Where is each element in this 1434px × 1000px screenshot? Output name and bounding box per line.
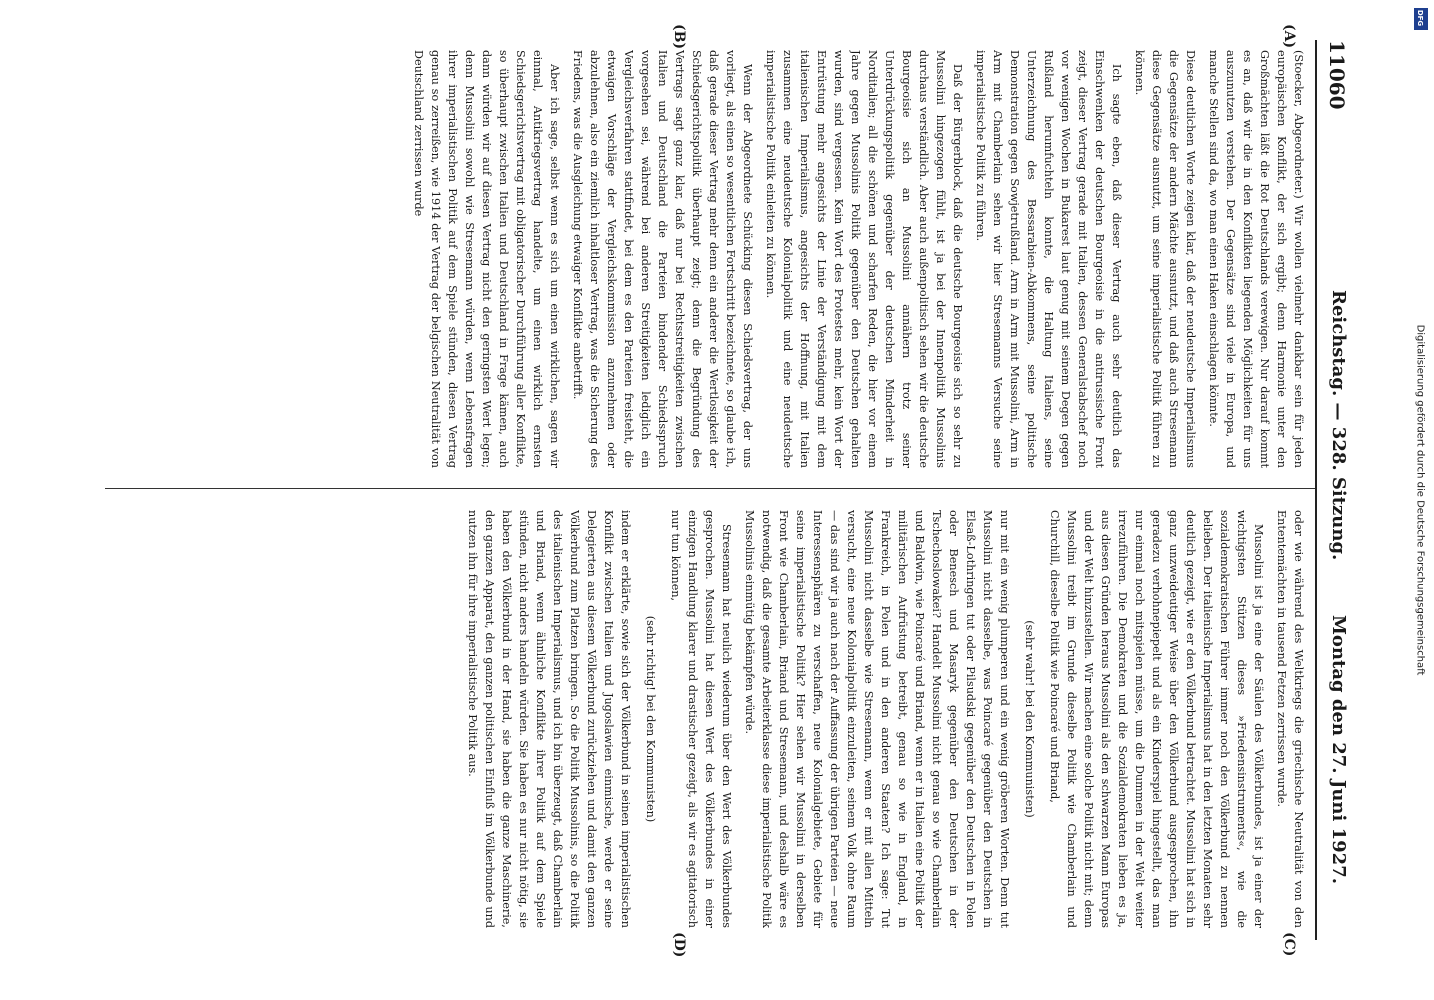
margin-marker-d: (D) bbox=[671, 932, 687, 958]
document-sheet bbox=[67, 24, 1367, 960]
paragraph: Stresemann hat neulich wiederum über den Wert des Völkerbundes gesprochen. Mussolini hat diesen Wert des Völkerbundes in einer einzigen Handlung klarer und drastischer gezeigt, als wir es agitatorisch nur tun können, bbox=[669, 510, 733, 928]
interjection: (sehr wahr! bei den Kommunisten) bbox=[1023, 620, 1036, 818]
header-date: Montag den 27. Juni 1927. bbox=[1328, 615, 1349, 884]
dfg-credit bbox=[1412, 6, 1428, 994]
left-column bbox=[107, 50, 1307, 468]
dfg-credit-text: Digitalisierung gefördert durch die Deutsche Forschungsgemeinschaft bbox=[1414, 324, 1426, 676]
paragraph: Ich sagte eben, daß dieser Vertrag auch sehr deutlich das Einschwenken der deutschen Bourgeoisie in die antirussische Front zeigt, dieser Vertrag gerade mit Italien, dessen Generalstabschef noch vor wenigen Wochen in Bukarest laut genug mit seinem Degen gegen Rußland herumfuchteln konnte, die Haltung Italiens, seine Unterzeichnung des Bessarabien-Abkommens, seine politische Demonstration gegen Sowjetrußland. Arm in Arm mit Mussolini, Arm in Arm mit Chamberlain sehen wir hier Stresemanns Versuche seine imperialistische Politik zu führen. bbox=[974, 50, 1123, 468]
margin-marker-b: (B) bbox=[671, 24, 687, 50]
margin-marker-c: (C) bbox=[1281, 932, 1297, 957]
paragraph: oder wie während des Weltkriegs die griechische Neutralität von den Ententemächten in tausend Fetzen zerrissen wurde. bbox=[1275, 510, 1305, 928]
header-session: Reichstag. — 328. Sitzung. bbox=[1328, 290, 1349, 561]
paragraph: Daß der Bürgerblock, daß die deutsche Bourgeoisie sich so sehr zu Mussolini hingezogen fühlt, ist ja bei der Innenpolitik Mussolinis durchaus verständlich. Aber auch außenpolitisch sehen wir die deutsche Bourgeoisie sich an Mussolini annähern trotz seiner Unterdrückungspolitik gegenüber der deutschen Minderheit in Norditalien; all die schönen und scharfen Reden, die hier vor einem Jahre gegen Mussolinis Politik gegenüber den Deutschen gehalten wurden, sind vergessen. Kein Wort des Protestes mehr, kein Wort der Entrüstung mehr angesichts der Linie der Verständigung mit dem italienischen Imperialismus, angesichts der Hoffnung, mit Italien zusammen eine neudeutsche Kolonialpolitik und eine neudeutsche imperialistische Politik einleiten zu können. bbox=[764, 50, 964, 468]
page-number: 11060 bbox=[1325, 40, 1349, 110]
header-rule bbox=[1315, 40, 1317, 940]
right-column bbox=[107, 510, 1307, 928]
paragraph: Wenn der Abgeordnete Schücking diesen Schiedsvertrag, der uns vorliegt, als einen so wesentlichen Fortschritt bezeichnete, so glaube ich, daß gerade dieser Vertrag mehr denn ein anderer die Wertlosigkeit der Schiedsgerichtspolitik überhaupt zeigt; denn die Begründung des Vertrags sagt ganz klar, daß nur bei Rechtsstreitigkeiten zwischen Italien und Deutschland die Parteien bindender Schiedsspruch vorgesehen sei, während bei anderen Streitigkeiten lediglich ein Vergleichsverfahren stattfindet, bei dem es den Parteien freisteht, die etwaigen Vorschläge der Vergleichskommission anzunehmen oder abzulehnen, also ein ziemlich inhaltloser Vertrag, was die Sicherung des Friedens, was die Ausgleichung etwaiger Konflikte anbetrifft. bbox=[571, 50, 754, 468]
paragraph: indem er erklärte, sowie sich der Völkerbund in seinen imperialistischen Konflikt zwischen Italien und Jugoslawien einmische, werde er seine Delegierten aus diesem Völkerbund zurückziehen und damit den ganzen Völkerbund zum Platzen bringen. So die Politik Mussolinis, so die Politik des italienischen Imperialismus, und ich bin überzeugt, daß Chamberlain und Briand, wenn ähnliche Konflikte ihrer Politik auf dem Spiele stünden, nicht anders handeln würden. Sie haben es nur nicht nötig, sie haben den Völkerbund in der Hand, sie haben die ganze Maschinerie, den ganzen Apparat, den ganzen politischen Einfluß im Völkerbunde und nutzen ihn für ihre imperialistische Politik aus. bbox=[466, 510, 632, 928]
margin-marker-a: (A) bbox=[1281, 24, 1297, 49]
page-header bbox=[1319, 40, 1349, 940]
paragraph: Diese deutlichen Worte zeigen klar, daß der neudeutsche Imperialismus die Gegensätze der andern Mächte ausnutzt, und daß auch Stresemann diese Gegensätze ausnutzt, um seine imperialistische Politik führen zu können. bbox=[1133, 50, 1197, 468]
paragraph: nur mit ein wenig plumperen und ein wenig gröberen Worten. Denn tut Mussolini nicht dasselbe, was Poincaré gegenüber den Deutschen in Elsaß-Lothringen tut oder Pilsudski gegenüber den Deutschen in Polen oder Benesch und Masaryk gegenüber den Deutschen in der Tschechoslowakei? Handelt Mussolini nicht genau so wie Chamberlain und Baldwin, wie Poincaré und Briand, wenn er in Italien eine Politik der militärischen Aufrüstung betreibt, genau so wie in England, in Frankreich, in Polen und in den anderen Staaten? Ich sage: Tut Mussolini nicht dasselbe wie Stresemann, wenn er mit allen Mitteln versucht, eine neue Kolonialpolitik einzuleiten, seinem Volk ohne Raum — das sind wir ja auch nach der Auffassung der übrigen Parteien — neue Interessensphären zu verschaffen, neue Kolonialgebiete, Gebiete für seine imperialistische Politik? Hier sehen wir Mussolini in derselben Front wie Chamberlain, Briand und Stresemann, und deshalb wäre es notwendig, daß die gesamte Arbeiterklasse diese imperialistische Politik Mussolinis einmütig bekämpfen würde. bbox=[743, 510, 1011, 928]
column-divider bbox=[105, 488, 1315, 489]
paragraph: Mussolini ist ja eine der Säulen des Völkerbundes, ist ja einer der wichtigsten Stützen dieses »Friedensinstruments«, wie die sozialdemokratischen Führer immer noch den Völkerbund zu nennen belieben. Der italienische Imperialismus hat in den letzten Monaten sehr deutlich gezeigt, wie er den Völkerbund betrachtet. Mussolini hat sich in ganz unzweideutiger Weise über den Völkerbund ausgesprochen, ihn geradezu verhohnepiepelt und als ein Kinderspiel hingestellt, das man nur einmal noch mitspielen müsse, um die Dummen in der Welt weiter irrezuführen. Die Demokraten und die Sozialdemokraten lieben es ja, aus diesen Gründen heraus Mussolini als den schwarzen Mann Europas und der Welt hinzustellen. Wir machen eine solche Politik nicht mit; denn Mussolini treibt im Grunde dieselbe Politik wie Chamberlain und Churchill, dieselbe Politik wie Poincaré und Briand, bbox=[1048, 510, 1265, 928]
interjection: (sehr richtig! bei den Kommunisten) bbox=[644, 615, 657, 823]
paragraph: Aber ich sage, selbst wenn es sich um einen wirklichen, sagen wir einmal, Antikriegsvertrag handelte, um einen wirklich ernsten Schiedsgerichtsvertrag mit obligatorischer Durchführung aller Konflikte, so überhaupt zwischen Italien und Deutschland in Frage kämen, auch dann würden wir auf diesen Vertrag nicht den geringsten Wert legen; denn Mussolini sowohl wie Stresemann würden, wenn Lebensfragen ihrer imperialistischen Politik auf dem Spiele stünden, diesen Vertrag genau so zerreißen, wie 1914 der Vertrag der belgischen Neutralität von Deutschland zerrissen wurde bbox=[412, 50, 561, 468]
dfg-logo-text: DFG bbox=[1416, 9, 1425, 27]
paragraph: (Stoecker, Abgeordneter.) Wir wollen vielmehr dankbar sein für jeden europäischen Konflikt, der sich ergibt; denn Harmonie unter den Großmächten läßt die Rot Deutschlands verewigen. Nur darauf kommt es an, daß wir die in den Konflikten liegenden Möglichkeiten für uns auszunutzen verstehen. Der Gegensätze sind viele in Europa, und manche Stellen sind da, wo man einen Haken einschlagen könnte. bbox=[1207, 50, 1305, 468]
